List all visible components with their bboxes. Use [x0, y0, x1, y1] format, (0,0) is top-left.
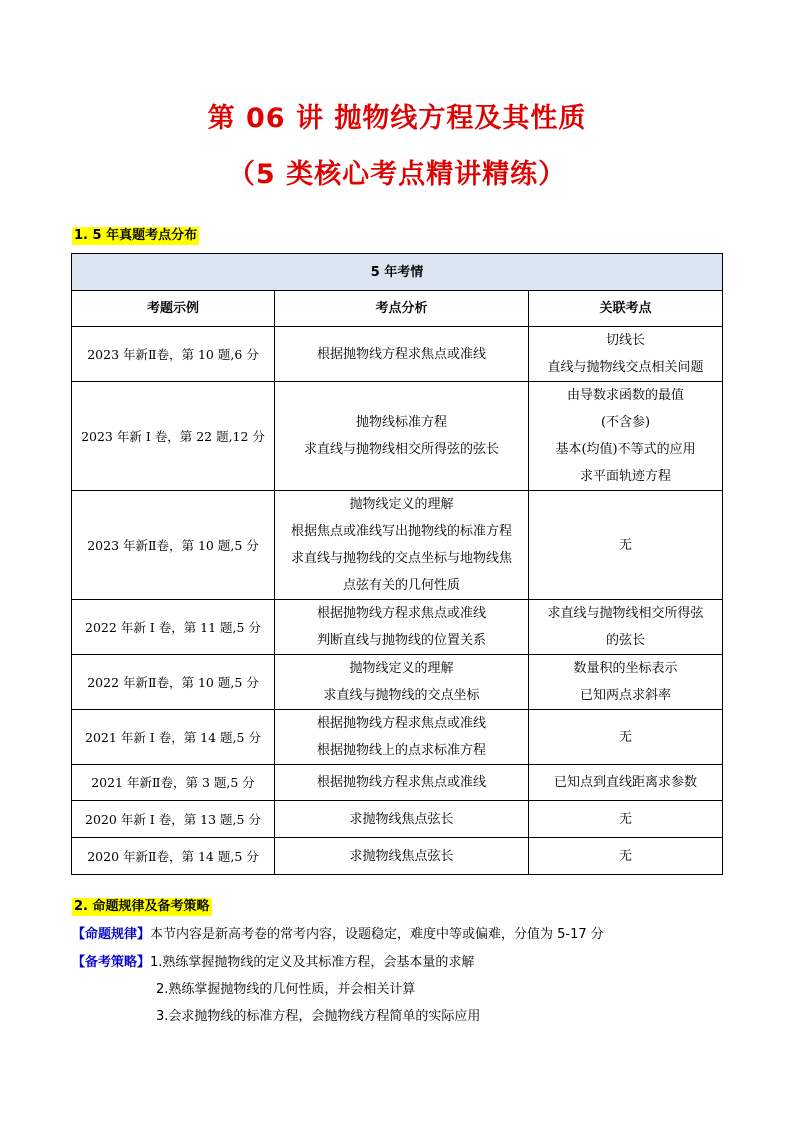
exam-cell: 2023 年新Ⅱ卷，第 10 题,6 分	[72, 327, 275, 382]
section-heading-exam-distribution: 1. 5 年真题考点分布	[74, 228, 198, 243]
strategy-tag: 【备考策略】	[72, 955, 151, 970]
related-cell	[529, 655, 723, 710]
analysis-cell	[275, 838, 529, 875]
related-line: 求平面轨迹方程	[580, 469, 672, 484]
related-cell	[529, 838, 723, 875]
related-cell	[529, 710, 723, 765]
related-line: 直线与抛物线交点相关问题	[547, 360, 704, 375]
analysis-cell	[275, 327, 529, 382]
analysis-line: 抛物线定义的理解	[349, 497, 454, 512]
related-line: 已知点到直线距离求参数	[554, 775, 698, 790]
page-title: 第 06 讲 抛物线方程及其性质	[207, 103, 587, 134]
analysis-cell	[275, 710, 529, 765]
exam-cell: 2021 年新Ⅱ卷，第 3 题,5 分	[72, 765, 275, 801]
analysis-line: 根据抛物线方程求焦点或准线	[316, 346, 486, 362]
analysis-line: 抛物线标准方程	[355, 415, 447, 430]
table-row	[72, 801, 723, 838]
analysis-line: 点弦有关的几何性质	[342, 578, 460, 593]
exam-distribution-table	[71, 253, 723, 875]
analysis-line: 求抛物线焦点弦长	[349, 848, 454, 864]
strategy-item: 3.会求抛物线的标准方程，会抛物线方程简单的实际应用	[156, 1009, 481, 1024]
table-row	[72, 382, 723, 491]
related-line: 求直线与抛物线相交所得弦	[547, 606, 704, 621]
table-row	[72, 765, 723, 801]
analysis-line: 求直线与抛物线的交点坐标与地物线焦	[290, 551, 512, 566]
exam-cell: 2020 年新 I 卷，第 13 题,5 分	[72, 801, 275, 838]
column-header-related: 关联考点	[529, 291, 723, 327]
analysis-line: 求直线与抛物线的交点坐标	[323, 688, 480, 703]
analysis-cell	[275, 491, 529, 600]
analysis-line: 根据抛物线上的点求标准方程	[316, 743, 486, 758]
exam-cell: 2022 年新Ⅱ卷，第 10 题,5 分	[72, 655, 275, 710]
related-line: 无	[619, 537, 633, 553]
exam-cell: 2022 年新 I 卷，第 11 题,5 分	[72, 600, 275, 655]
analysis-line: 求抛物线焦点弦长	[349, 811, 454, 827]
page-subtitle: （5 类核心考点精讲精练）	[227, 159, 567, 190]
analysis-line: 抛物线定义的理解	[349, 661, 454, 676]
rule-tag: 【命题规律】	[72, 927, 151, 942]
related-cell	[529, 382, 723, 491]
related-line: 的弦长	[606, 633, 646, 648]
analysis-cell	[275, 801, 529, 838]
strategy-item: 2.熟练掌握抛物线的几何性质，并会相关计算	[156, 982, 416, 997]
analysis-line: 根据焦点或准线写出抛物线的标准方程	[290, 524, 512, 539]
analysis-line: 判断直线与抛物线的位置关系	[316, 633, 486, 648]
table-row	[72, 710, 723, 765]
table-row	[72, 600, 723, 655]
analysis-line: 根据抛物线方程求焦点或准线	[316, 775, 486, 790]
exam-cell: 2020 年新Ⅱ卷，第 14 题,5 分	[72, 838, 275, 875]
exam-cell: 2021 年新 I 卷，第 14 题,5 分	[72, 710, 275, 765]
related-line: 无	[619, 729, 633, 745]
rule-text: 本节内容是新高考卷的常考内容，设题稳定，难度中等或偏难，分值为 5-17 分	[150, 927, 604, 942]
table-row	[72, 838, 723, 875]
rule-paragraph	[72, 926, 604, 944]
related-cell	[529, 801, 723, 838]
table-row	[72, 655, 723, 710]
exam-cell: 2023 年新Ⅱ卷，第 10 题,5 分	[72, 491, 275, 600]
related-line: 由导数求函数的最值	[567, 388, 685, 403]
related-line: 基本(均值)不等式的应用	[555, 442, 696, 457]
column-header-exam: 考题示例	[72, 291, 275, 327]
analysis-cell	[275, 765, 529, 801]
related-cell	[529, 600, 723, 655]
exam-cell: 2023 年新 I 卷，第 22 题,12 分	[72, 382, 275, 491]
related-line: 已知两点求斜率	[580, 688, 672, 703]
analysis-cell	[275, 382, 529, 491]
related-cell	[529, 491, 723, 600]
analysis-line: 根据抛物线方程求焦点或准线	[316, 606, 486, 621]
column-header-analysis: 考点分析	[275, 291, 529, 327]
table-body	[72, 327, 723, 875]
table-row	[72, 327, 723, 382]
table-title: 5 年考情	[72, 254, 723, 291]
related-cell	[529, 765, 723, 801]
analysis-line: 求直线与抛物线相交所得弦的弦长	[303, 442, 499, 457]
analysis-line: 根据抛物线方程求焦点或准线	[316, 716, 486, 731]
related-line: 无	[619, 811, 633, 827]
table-row	[72, 491, 723, 600]
related-line: (不含参)	[600, 415, 651, 430]
analysis-cell	[275, 600, 529, 655]
analysis-cell	[275, 655, 529, 710]
strategy-item: 1.熟练掌握抛物线的定义及其标准方程，会基本量的求解	[150, 955, 475, 970]
related-line: 切线长	[606, 333, 646, 348]
related-cell	[529, 327, 723, 382]
related-line: 无	[619, 848, 633, 864]
strategy-paragraph	[72, 954, 474, 972]
section-heading-strategy: 2. 命题规律及备考策略	[74, 899, 210, 914]
related-line: 数量积的坐标表示	[573, 661, 678, 676]
